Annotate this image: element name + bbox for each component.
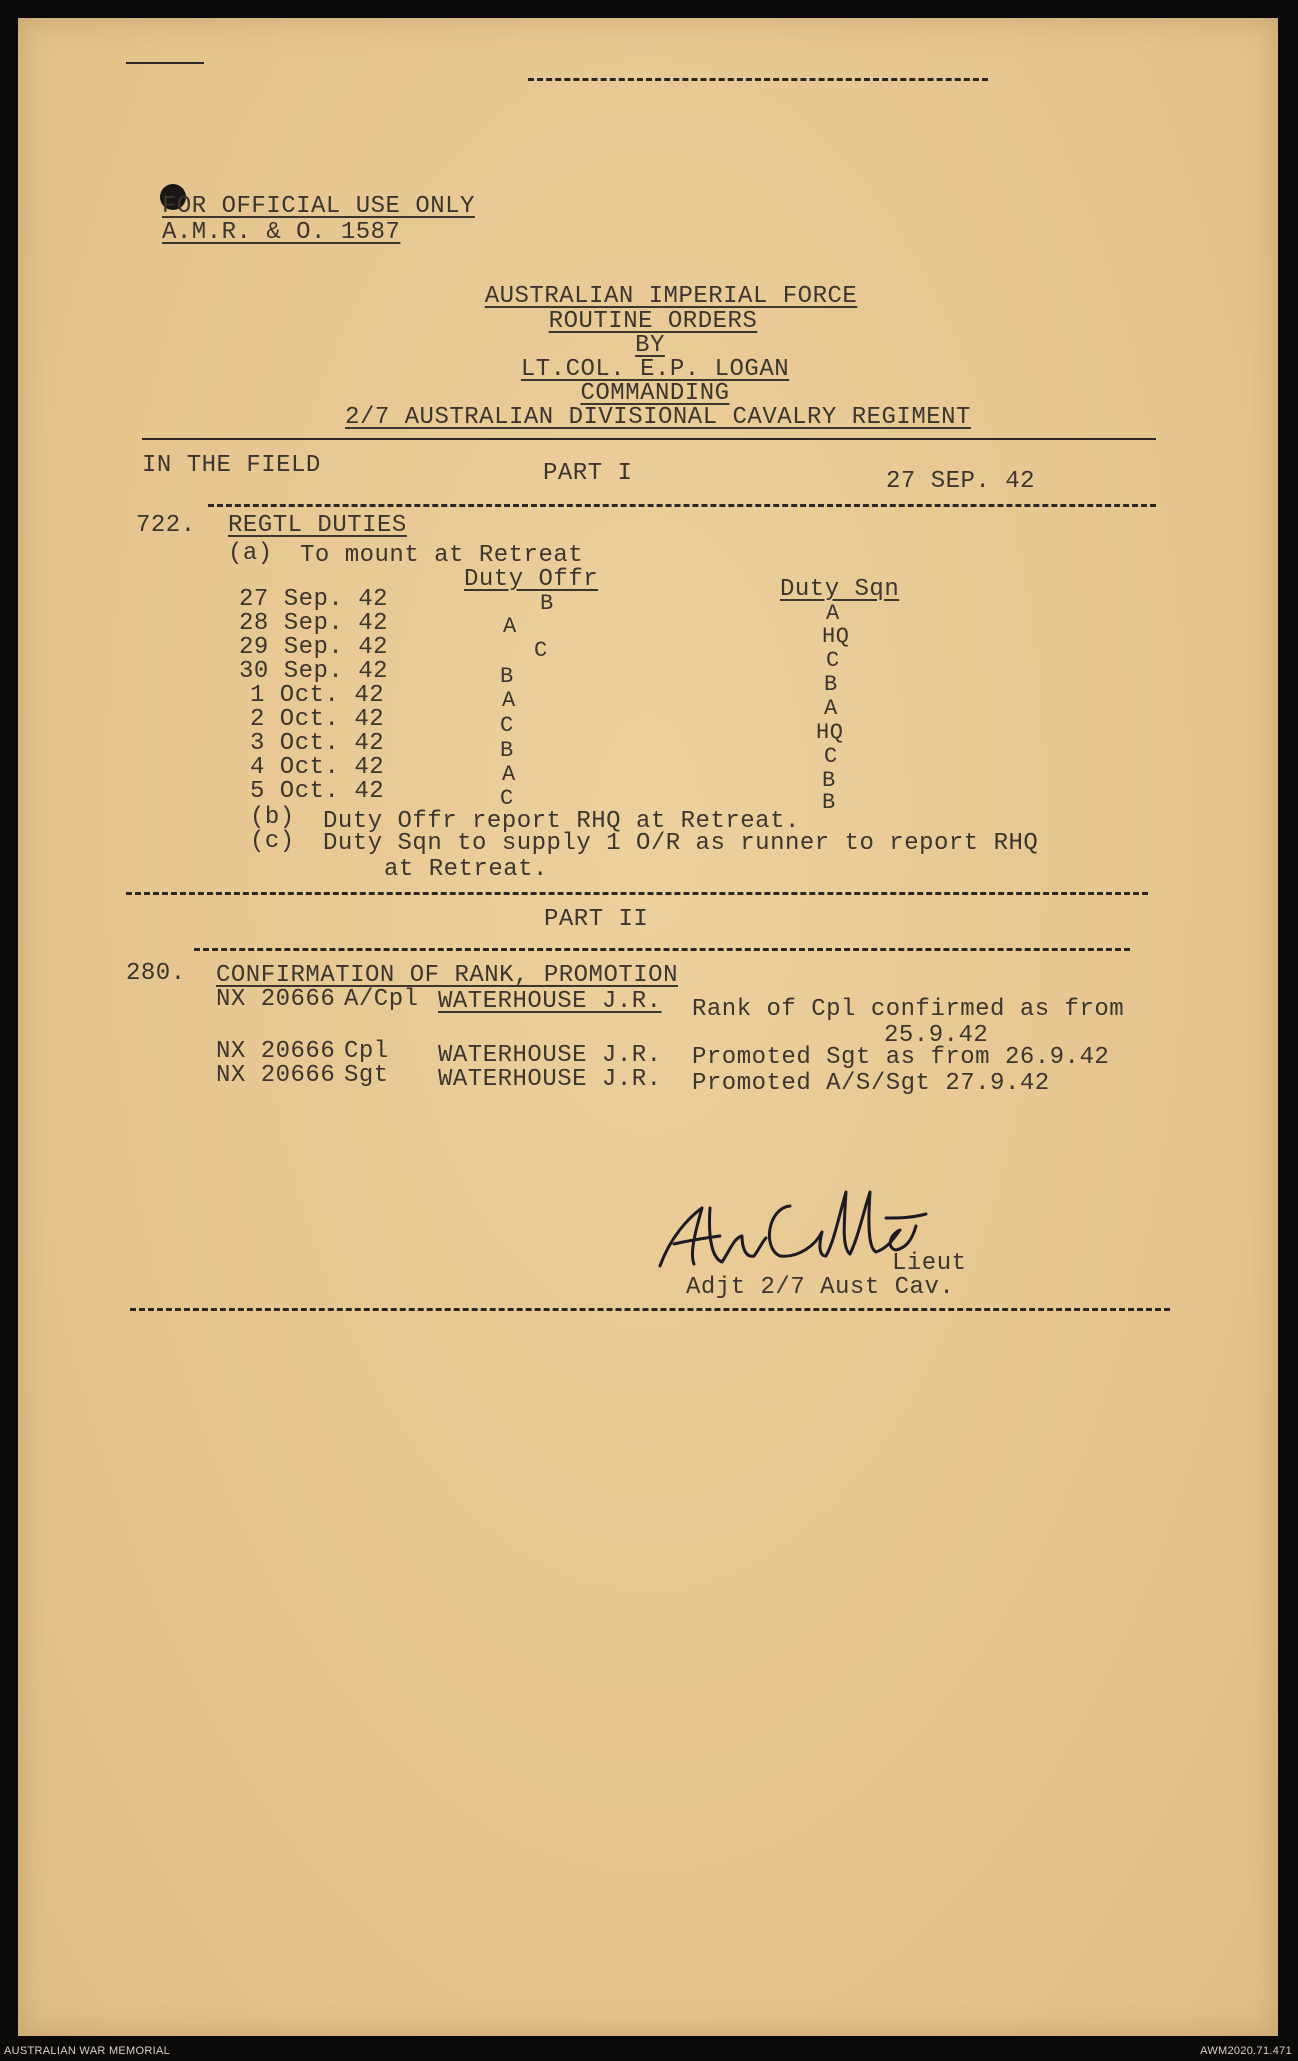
roster-duty-sqn: A [826,601,840,626]
sub-c-text-continued: at Retreat. [384,856,548,883]
part-one-label: PART I [543,460,633,487]
item-722-number: 722. [136,512,196,539]
closing-rule [130,1308,1170,1311]
duty-offr-header: Duty Offr [464,566,599,593]
entry-action: Rank of Cpl confirmed as from [692,996,1125,1023]
sub-c-marker: (c) [250,828,295,855]
part-one-rule [208,504,1156,507]
roster-date: 2 Oct. 42 [250,706,385,733]
item-722-title: REGTL DUTIES [228,512,407,539]
item-280-title: CONFIRMATION OF RANK, PROMOTION [216,962,678,989]
sub-c-text: Duty Sqn to supply 1 O/R as runner to report RHQ [323,830,1039,857]
roster-duty-sqn: B [822,790,836,815]
header-rule [142,438,1156,440]
top-rule-left [126,62,204,64]
signoff-appointment: Adjt 2/7 Aust Cav. [686,1274,955,1301]
roster-duty-offr: A [503,614,517,639]
roster-date: 4 Oct. 42 [250,754,385,781]
entry-number: NX 20666 [216,1038,336,1065]
entry-name: WATERHOUSE J.R. [438,1042,662,1069]
entry-action: Promoted Sgt as from 26.9.42 [692,1044,1110,1071]
entry-name: WATERHOUSE J.R. [438,988,662,1015]
entry-name: WATERHOUSE J.R. [438,1066,662,1093]
reference-number: A.M.R. & O. 1587 [162,219,401,246]
title-line-6: 2/7 AUSTRALIAN DIVISIONAL CAVALRY REGIMENT [345,404,971,431]
roster-duty-sqn: HQ [822,624,850,649]
roster-duty-offr: C [500,786,514,811]
entry-rank: Cpl [344,1038,389,1065]
roster-duty-offr: A [502,762,516,787]
roster-duty-sqn: B [822,768,836,793]
roster-date: 3 Oct. 42 [250,730,385,757]
sub-b-marker: (b) [250,804,295,831]
entry-action-date: 25.9.42 [884,1022,989,1049]
roster-date: 28 Sep. 42 [239,610,389,637]
document-page [18,18,1278,2036]
sub-b-text: Duty Offr report RHQ at Retreat. [323,808,800,835]
entry-action: Promoted A/S/Sgt 27.9.42 [692,1070,1050,1097]
roster-duty-sqn: B [824,672,838,697]
archive-credit: AUSTRALIAN WAR MEMORIAL [4,2045,171,2057]
title-line-5: COMMANDING [580,380,730,407]
duty-sqn-header: Duty Sqn [780,576,900,603]
roster-date: 5 Oct. 42 [250,778,385,805]
part-two-bottom-rule [194,948,1130,951]
entry-rank: A/Cpl [344,986,419,1013]
roster-duty-offr: B [500,738,514,763]
roster-date: 29 Sep. 42 [239,634,389,661]
part-two-label: PART II [544,906,649,933]
title-line-4: LT.COL. E.P. LOGAN [520,356,790,383]
entry-rank: Sgt [344,1062,389,1089]
sub-a-marker: (a) [228,540,273,567]
sub-a-text: To mount at Retreat [300,542,584,569]
roster-duty-offr: A [502,688,516,713]
roster-duty-sqn: C [826,648,840,673]
roster-duty-offr: C [534,638,548,663]
roster-date: 30 Sep. 42 [239,658,389,685]
roster-duty-sqn: C [824,744,838,769]
item-280-number: 280. [126,960,186,987]
location-label: IN THE FIELD [142,452,321,479]
signoff-rank: Lieut [892,1250,967,1277]
title-line-2: ROUTINE ORDERS [548,308,758,335]
roster-duty-offr: B [540,591,554,616]
roster-duty-sqn: A [824,696,838,721]
roster-duty-offr: C [500,713,514,738]
entry-number: NX 20666 [216,1062,336,1089]
roster-duty-sqn: HQ [816,720,844,745]
archive-reference: AWM2020.71.471 [1200,2045,1292,2057]
classification-label: FOR OFFICIAL USE ONLY [162,193,475,220]
title-line-3: BY [635,332,665,359]
top-rule-right [528,78,988,81]
order-date: 27 SEP. 42 [886,468,1036,495]
title-line-1: AUSTRALIAN IMPERIAL FORCE [484,283,858,310]
part-two-top-rule [126,892,1148,895]
entry-number: NX 20666 [216,986,336,1013]
roster-date: 27 Sep. 42 [239,586,389,613]
roster-date: 1 Oct. 42 [250,682,385,709]
roster-duty-offr: B [500,664,514,689]
